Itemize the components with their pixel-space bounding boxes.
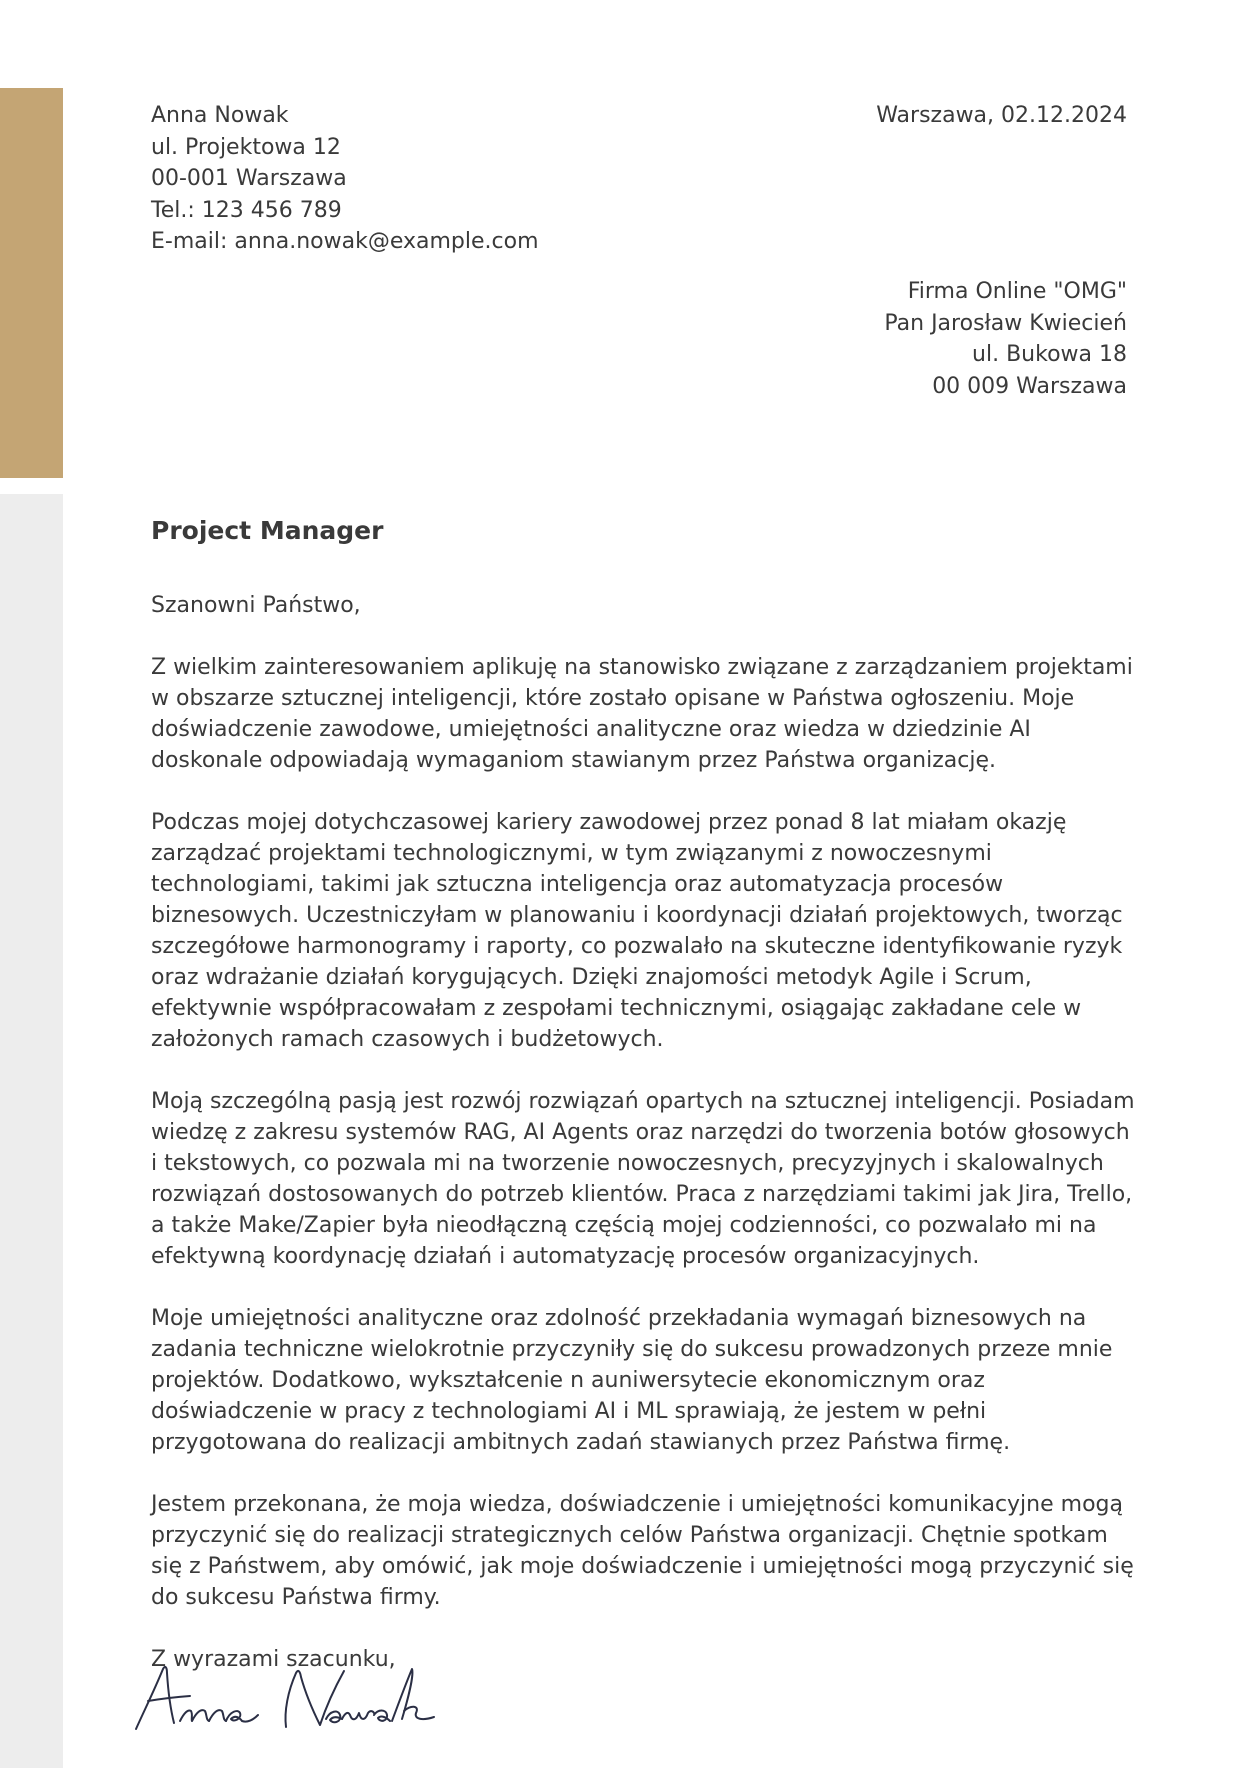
- recipient-company: Firma Online "OMG": [907, 279, 1127, 304]
- salutation: Szanowni Państwo,: [151, 593, 361, 618]
- sender-phone: Tel.: 123 456 789: [151, 197, 342, 223]
- letter-subject: Project Manager: [151, 516, 384, 545]
- paragraph: Jestem przekonana, że moja wiedza, doświadczenie i umiejętności komunikacyjne mogą przyczynić się do realizacji strategicznych celów Państwa organizacji. Chętnie spotkam się z Państwem, aby omówić, jak moje doświadczenie i umiejętności mogą przyczynić się do sukcesu Państwa firmy.: [151, 1492, 1134, 1610]
- closing: Z wyrazami szacunku,: [151, 1647, 396, 1672]
- recipient-person: Pan Jarosław Kwiecień: [884, 310, 1127, 336]
- place-date: Warszawa, 02.12.2024: [876, 103, 1127, 128]
- handwritten-signature: [130, 1655, 470, 1735]
- paragraph: Podczas mojej dotychczasowej kariery zawodowej przez ponad 8 lat miałam okazję zarządzać projektami technologicznymi, w tym związanymi z nowoczesnymi technologiami, takimi jak sztuczna inteligencja oraz automatyzacja procesów biznesowych. Uczestniczyłam w planowaniu i koordynacji działań projektowych, tworząc szczegółowe harmonogramy i raporty, co pozwalało na skuteczne identyfikowanie ryzyk oraz wdrażanie działań korygujących. Dzięki znajomości metodyk Agile i Scrum, efektywnie współpracowałam z zespołami technicznymi, osiągając zakładane cele w założonych ramach czasowych i budżetowych.: [151, 810, 1123, 1052]
- sender-city: 00-001 Warszawa: [151, 166, 347, 191]
- accent-bar: [0, 88, 63, 478]
- side-panel: [0, 494, 63, 1768]
- sender-street: ul. Projektowa 12: [151, 134, 341, 160]
- recipient-city: 00 009 Warszawa: [932, 373, 1127, 399]
- recipient-street: ul. Bukowa 18: [972, 342, 1127, 367]
- letter-body: [151, 590, 1141, 1706]
- sender-email: E-mail: anna.nowak@example.com: [151, 229, 539, 254]
- sender-block: [151, 100, 539, 258]
- recipient-block: [884, 276, 1127, 402]
- paragraph: Moją szczególną pasją jest rozwój rozwiązań opartych na sztucznej inteligencji. Posiadam wiedzę z zakresu systemów RAG, AI Agents oraz narzędzi do tworzenia botów głosowych i tekstowych, co pozwala mi na tworzenie nowoczesnych, precyzyjnych i skalowalnych rozwiązań dostosowanych do potrzeb klientów. Praca z narzędziami takimi jak Jira, Trello, a także Make/Zapier była nieodłączną częścią mojej codzienności, co pozwalało mi na efektywną koordynację działań i automatyzację procesów organizacyjnych.: [151, 1089, 1135, 1269]
- sender-name: Anna Nowak: [151, 103, 289, 128]
- paragraph: Moje umiejętności analityczne oraz zdolność przekładania wymagań biznesowych na zadania techniczne wielokrotnie przyczyniły się do sukcesu prowadzonych przeze mnie projektów. Dodatkowo, wykształcenie n auniwersytecie ekonomicznym oraz doświadczenie w pracy z technologiami AI i ML sprawiają, że jestem w pełni przygotowana do realizacji ambitnych zadań stawianych przez Państwa firmę.: [151, 1306, 1113, 1455]
- paragraph: Z wielkim zainteresowaniem aplikuję na stanowisko związane z zarządzaniem projektami w obszarze sztucznej inteligencji, które zostało opisane w Państwa ogłoszeniu. Moje doświadczenie zawodowe, umiejętności analityczne oraz wiedza w dziedzinie AI doskonale odpowiadają wymaganiom stawianym przez Państwa organizację.: [151, 655, 1133, 773]
